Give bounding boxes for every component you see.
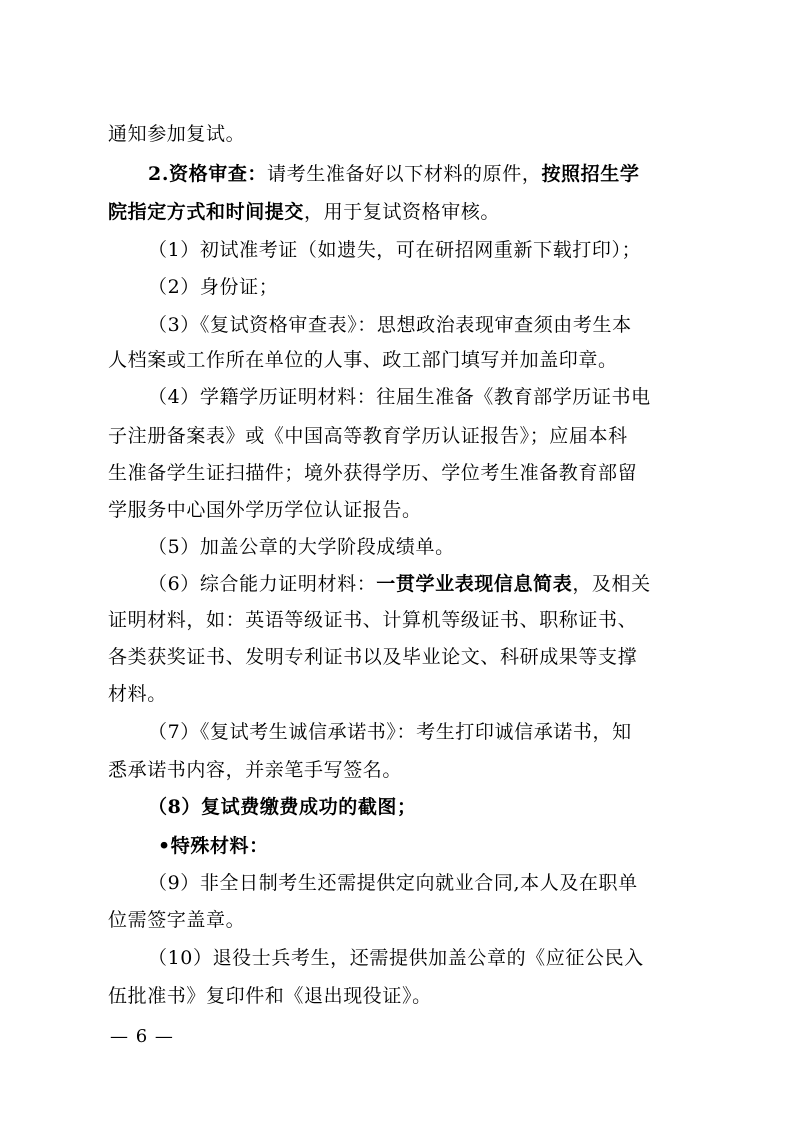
text-segment: 各类获奖证书、发明专利证书以及毕业论文、科研成果等支撑 xyxy=(108,646,638,668)
text-segment: 请考生准备好以下材料的原件， xyxy=(267,163,542,185)
text-line xyxy=(108,491,422,529)
list-item-7 xyxy=(148,713,632,751)
list-item-4 xyxy=(148,378,651,416)
text-segment: （3）《复试资格审查表》：思想政治表现审查须由考生本 xyxy=(148,314,632,336)
text-segment: 学服务中心国外学历学位认证报告。 xyxy=(108,499,422,521)
text-segment: （5）加盖公章的大学阶段成绩单。 xyxy=(148,536,455,558)
text-line xyxy=(108,638,637,676)
text-segment: （6）综合能力证明材料： xyxy=(148,573,377,595)
text-line xyxy=(108,115,245,153)
text-segment: 生准备学生证扫描件；境外获得学历、学位考生准备教育部留 xyxy=(108,462,638,484)
text-segment: （4）学籍学历证明材料：往届生准备《教育部学历证书电 xyxy=(148,386,651,408)
list-item-6 xyxy=(148,565,651,603)
text-line xyxy=(108,751,402,789)
text-segment: （9）非全日制考生还需提供定向就业合同,本人及在职单 xyxy=(148,872,638,894)
list-item-3 xyxy=(148,306,632,344)
text-line xyxy=(108,341,618,379)
text-line xyxy=(108,675,167,713)
text-segment: 材料。 xyxy=(108,683,167,705)
list-item-2 xyxy=(148,268,278,306)
text-segment: 位需签字盖章。 xyxy=(108,909,246,931)
text-segment: （7）《复试考生诚信承诺书》：考生打印诚信承诺书，知 xyxy=(148,721,632,743)
emphasis-text: 一贯学业表现信息简表 xyxy=(376,573,573,595)
list-item-5 xyxy=(148,528,455,566)
text-segment: 伍批准书》复印件和《退出现役证》。 xyxy=(108,985,432,1007)
text-segment: 通知参加复试。 xyxy=(108,123,246,145)
text-segment: （1）初试准考证（如遗失，可在研招网重新下载打印）； xyxy=(148,239,642,261)
page-number: — 6 — xyxy=(110,1026,174,1047)
text-segment: （10）退役士兵考生，还需提供加盖公章的《应征公民入 xyxy=(148,947,644,969)
text-segment: （2）身份证； xyxy=(148,276,279,298)
text-line xyxy=(108,977,432,1015)
text-line xyxy=(108,417,628,455)
emphasis-text: 院指定方式和时间提交 xyxy=(108,201,305,223)
text-segment: 悉承诺书内容，并亲笔手写签名。 xyxy=(108,759,403,781)
special-materials-heading xyxy=(158,827,269,865)
text-segment: 子注册备案表》或《中国高等教育学历认证报告》；应届本科 xyxy=(108,425,628,447)
text-line xyxy=(108,901,245,939)
text-line xyxy=(108,601,637,639)
list-item-1 xyxy=(148,231,641,269)
list-item-10 xyxy=(148,939,644,977)
text-line xyxy=(108,193,500,231)
list-item-9 xyxy=(148,864,638,902)
list-item-8 xyxy=(148,788,417,826)
text-segment: 证明材料，如：英语等级证书、计算机等级证书、职称证书、 xyxy=(108,609,638,631)
emphasis-text: （8）复试费缴费成功的截图； xyxy=(148,796,417,818)
emphasis-text: •特殊材料： xyxy=(158,835,269,857)
section-heading: 2.资格审查： xyxy=(148,163,268,185)
section-heading-line xyxy=(148,155,639,193)
text-segment: 人档案或工作所在单位的人事、政工部门填写并加盖印章。 xyxy=(108,349,618,371)
emphasis-text: 按照招生学 xyxy=(541,163,640,185)
text-segment: ，及相关 xyxy=(572,573,651,595)
text-segment: ，用于复试资格审核。 xyxy=(304,201,501,223)
text-line xyxy=(108,454,637,492)
